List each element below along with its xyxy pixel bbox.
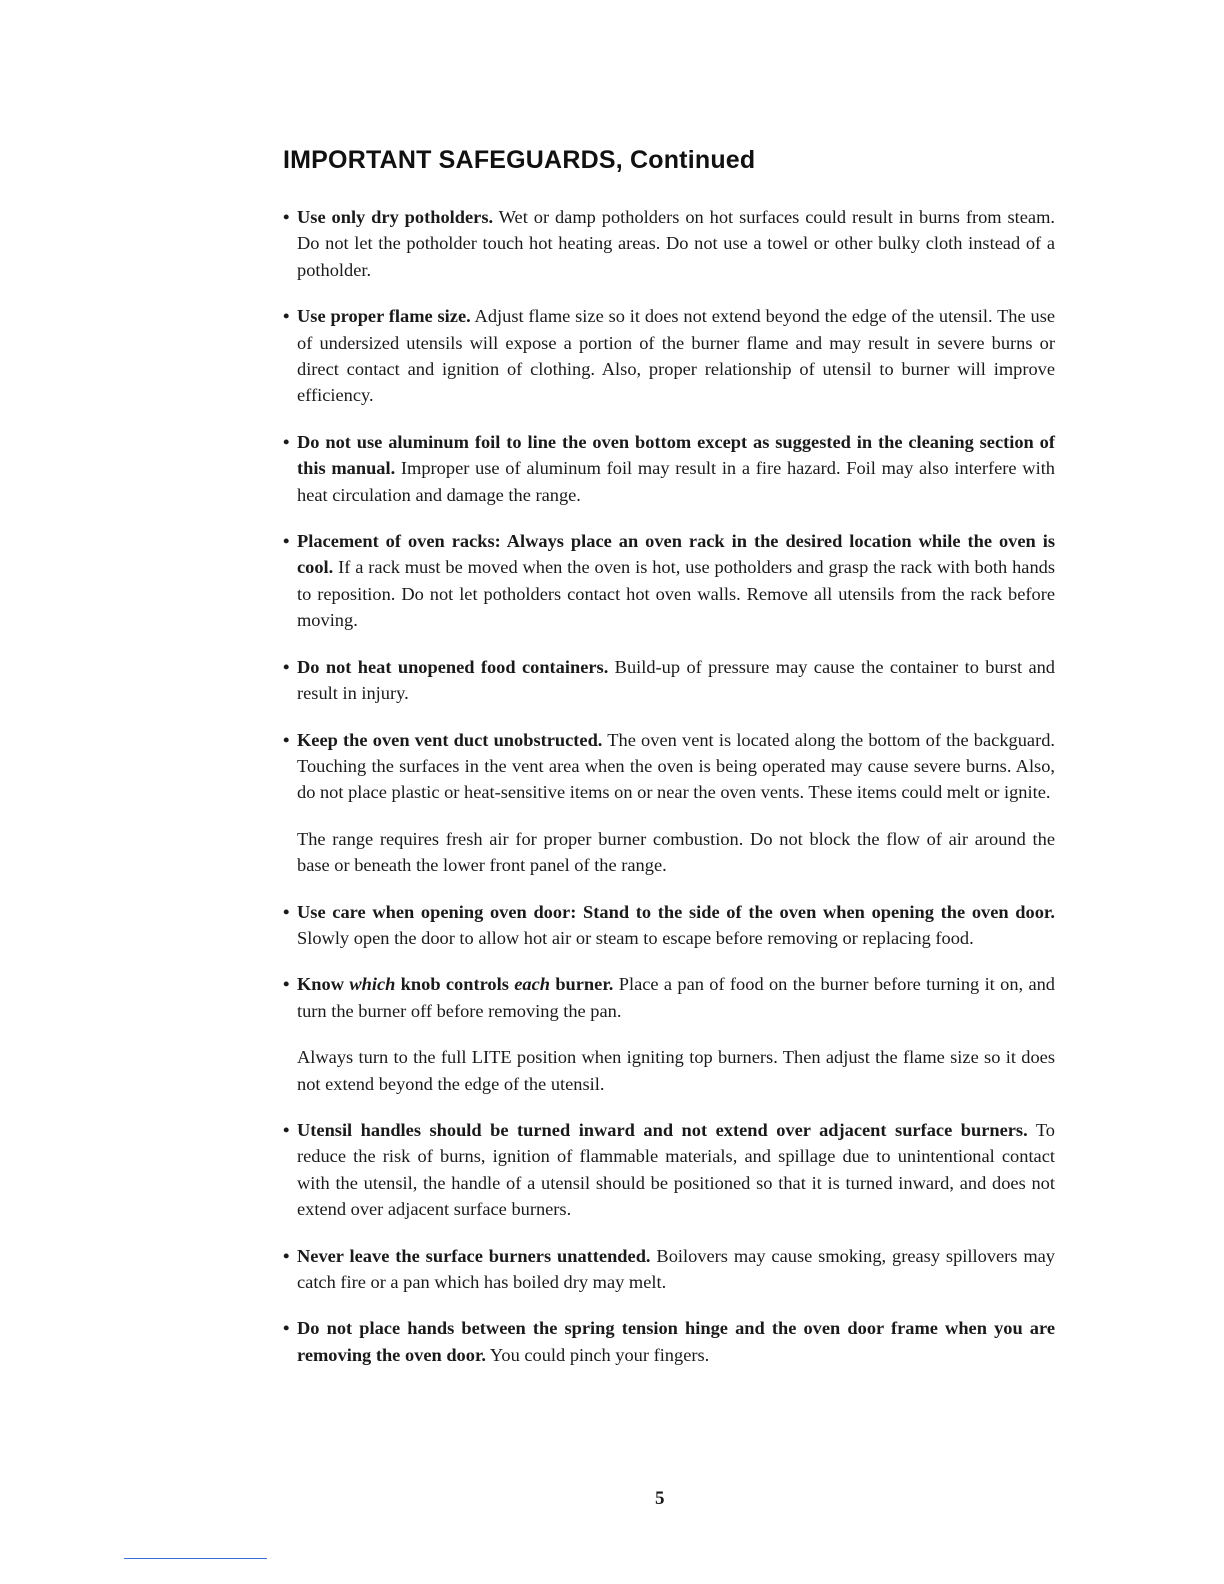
safeguard-body: Wet or damp potholders on hot surfaces could result in burns from steam. Do not let the potholder touch hot heating areas. Do not use a towel or other bulky cloth instead of a potholder. bbox=[297, 207, 1055, 280]
safeguard-body: You could pinch your fingers. bbox=[486, 1344, 710, 1365]
safeguard-note: Always turn to the full LITE position when igniting top burners. Then adjust the flame size so it does not extend beyond the edge of the utensil. bbox=[297, 1047, 1055, 1094]
safeguard-body: To reduce the risk of burns, ignition of flammable materials, and spillage due to unintentional contact with the utensil, the handle of a utensil should be positioned so that it is turned inward, and does not extend over adjacent surface burners. bbox=[297, 1119, 1055, 1220]
bullet-icon: • bbox=[283, 1245, 290, 1266]
safeguard-utensil-handles bbox=[283, 1117, 1055, 1223]
bullet-icon: • bbox=[283, 729, 290, 750]
safeguard-lead-emphasis: each bbox=[514, 974, 550, 995]
safeguard-lead: Never leave the surface burners unattended. bbox=[297, 1245, 651, 1266]
page-title: IMPORTANT SAFEGUARDS, Continued bbox=[283, 146, 756, 174]
bullet-icon: • bbox=[283, 901, 290, 922]
footer-rule bbox=[124, 1558, 267, 1559]
safeguard-lead-part: knob controls bbox=[395, 974, 515, 995]
safeguard-lead-emphasis: which bbox=[349, 974, 396, 995]
safeguard-aluminum-foil bbox=[283, 429, 1055, 508]
safeguard-lead: Do not heat unopened food containers. bbox=[297, 656, 609, 677]
safeguard-body: The oven vent is located along the bottom of the backguard. Touching the surfaces in the vent area when the oven is being operated may cause severe burns. Also, do not place plastic or heat-sensitive items on or near the oven vents. These items could melt or ignite. bbox=[297, 729, 1055, 803]
bullet-icon: • bbox=[283, 1119, 290, 1140]
safeguard-lead-part: burner. bbox=[549, 974, 614, 995]
safeguard-vent-duct bbox=[283, 727, 1055, 879]
page-number: 5 bbox=[655, 1488, 665, 1509]
safeguard-body: Slowly open the door to allow hot air or steam to escape before removing or replacing food. bbox=[297, 927, 974, 948]
safeguard-dry-potholders bbox=[283, 204, 1055, 283]
safeguard-flame-size bbox=[283, 303, 1055, 409]
bullet-icon: • bbox=[283, 974, 290, 995]
safeguard-body: Build-up of pressure may cause the container to burst and result in injury. bbox=[297, 656, 1056, 704]
safeguard-oven-racks bbox=[283, 528, 1055, 634]
safeguard-lead: Utensil handles should be turned inward and not extend over adjacent surface burners. bbox=[297, 1119, 1028, 1140]
safeguard-unopened-containers bbox=[283, 654, 1055, 707]
safeguard-note: The range requires fresh air for proper burner combustion. Do not block the flow of air around the base or beneath the lower front panel of the range. bbox=[297, 828, 1055, 876]
bullet-icon: • bbox=[283, 531, 290, 552]
safeguard-body: Adjust flame size so it does not extend beyond the edge of the utensil. The use of undersized utensils will expose a portion of the burner flame and may result in severe burns or direct contact and ignition of clothing. Also, proper relationship of utensil to burner will improve efficiency. bbox=[297, 306, 1056, 406]
safeguard-body: If a rack must be moved when the oven is hot, use potholders and grasp the rack with both hands to reposition. Do not let potholders contact hot oven walls. Remove all utensils from the rack before moving. bbox=[297, 557, 1055, 631]
safeguard-body: Place a pan of food on the burner before turning it on, and turn the burner off before removing the pan. bbox=[297, 974, 1055, 1021]
safeguard-lead: Use proper flame size. bbox=[297, 306, 471, 327]
safeguard-unattended-burners bbox=[283, 1243, 1055, 1296]
bullet-icon: • bbox=[283, 306, 290, 327]
bullet-icon: • bbox=[283, 431, 290, 452]
safeguard-body: Boilovers may cause smoking, greasy spillovers may catch fire or a pan which has boiled dry may melt. bbox=[297, 1245, 1055, 1292]
safeguard-lead: Use care when opening oven door: Stand to the side of the oven when opening the oven door. bbox=[297, 901, 1055, 922]
bullet-icon: • bbox=[283, 1318, 290, 1339]
safeguard-lead-part: Know bbox=[297, 974, 350, 995]
safeguard-list bbox=[283, 204, 1055, 1388]
safeguard-lead: Use only dry potholders. bbox=[297, 207, 494, 227]
safeguard-lead: Do not place hands between the spring tension hinge and the oven door frame when you are removing the oven door. bbox=[297, 1318, 1055, 1365]
safeguard-lead: Do not use aluminum foil to line the oven bottom except as suggested in the cleaning section of this manual. bbox=[297, 431, 1055, 479]
bullet-icon: • bbox=[283, 207, 290, 227]
safeguard-knob-controls bbox=[283, 971, 1055, 1097]
safeguard-opening-oven-door bbox=[283, 899, 1055, 952]
safeguard-body: Improper use of aluminum foil may result in a fire hazard. Foil may also interfere with heat circulation and damage the range. bbox=[297, 458, 1056, 505]
safeguard-lead: Keep the oven vent duct unobstructed. bbox=[297, 729, 603, 750]
safeguard-lead: Placement of oven racks: Always place an oven rack in the desired location while the oven is cool. bbox=[297, 531, 1055, 578]
bullet-icon: • bbox=[283, 656, 290, 677]
safeguard-door-hinge bbox=[283, 1315, 1055, 1368]
